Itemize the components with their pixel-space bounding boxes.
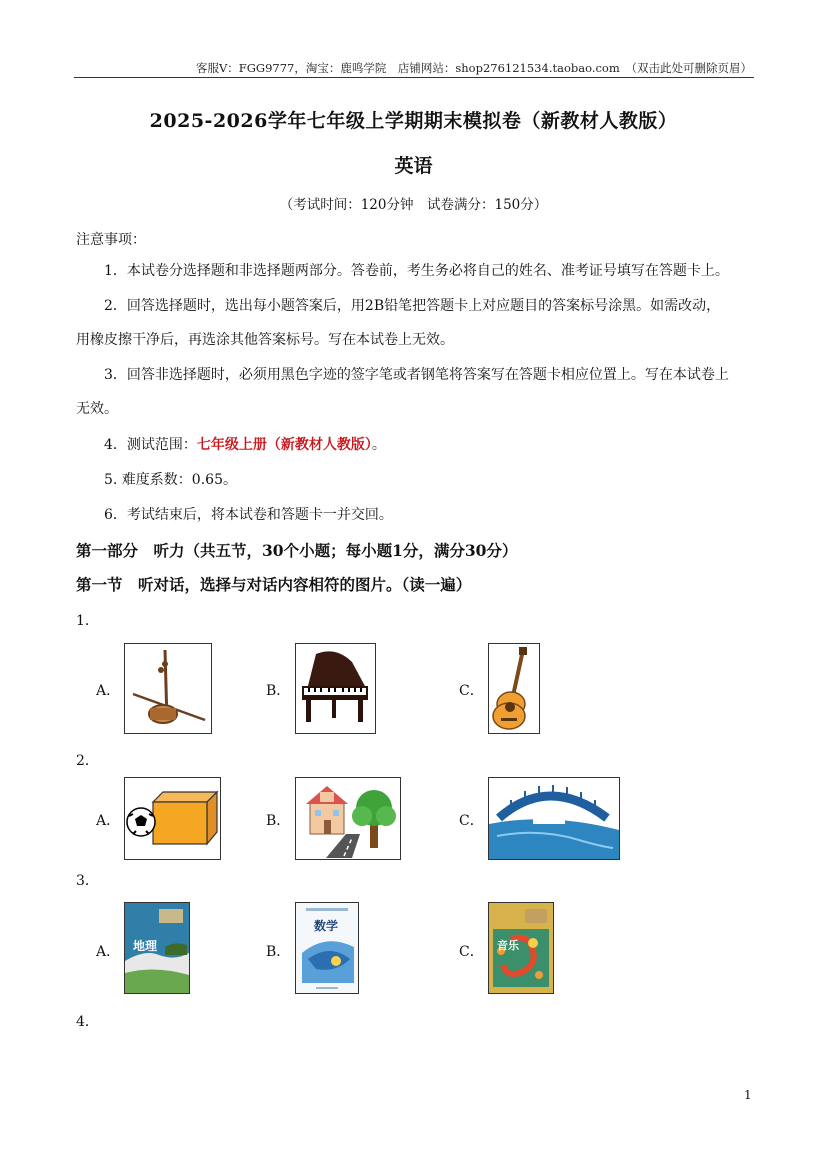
note-3-cont: 无效。 bbox=[76, 401, 118, 417]
q2-option-b-label: B． bbox=[266, 813, 291, 829]
music-book-title: 音乐 bbox=[497, 939, 519, 952]
question-3-number: 3． bbox=[76, 873, 99, 889]
page-number: 1 bbox=[744, 1088, 752, 1102]
test-scope: 七年级上册（新教材人教版） bbox=[196, 437, 372, 453]
subject-title: 英语 bbox=[394, 155, 433, 177]
q3-option-c-image[interactable] bbox=[488, 902, 554, 994]
bridge-icon bbox=[489, 778, 619, 859]
q2-option-b-image[interactable] bbox=[295, 777, 401, 860]
q1-option-a-image[interactable] bbox=[124, 643, 212, 734]
q2-option-c-label: C． bbox=[459, 813, 484, 829]
question-4-number: 4． bbox=[76, 1014, 99, 1030]
q3-option-a-image[interactable] bbox=[124, 902, 190, 994]
note-4: 4．测试范围：七年级上册（新教材人教版）。 bbox=[104, 437, 386, 453]
page-header[interactable]: 客服V：FGG9777，淘宝：鹿鸣学院 店铺网站：shop276121534.taobao.com （双击此处可删除页眉） bbox=[195, 61, 752, 75]
note-2: 2．回答选择题时，选出每小题答案后，用2B铅笔把答题卡上对应题目的答案标号涂黑。如需改动， bbox=[104, 298, 721, 314]
q1-option-b-image[interactable] bbox=[295, 643, 376, 734]
note-5: 5. 难度系数：0.65。 bbox=[104, 472, 237, 488]
exam-info: （考试时间：120分钟 试卷满分：150分） bbox=[279, 197, 548, 213]
q3-option-b-label: B． bbox=[266, 944, 291, 960]
q2-option-a-label: A． bbox=[96, 813, 121, 829]
question-2-number: 2． bbox=[76, 753, 99, 769]
header-divider bbox=[74, 77, 754, 78]
note-6: 6．考试结束后，将本试卷和答题卡一并交回。 bbox=[104, 507, 393, 523]
q3-option-b-image[interactable] bbox=[295, 902, 359, 994]
part1-heading: 第一部分 听力（共五节，30个小题；每小题1分，满分30分） bbox=[76, 541, 518, 560]
notes-title: 注意事项： bbox=[76, 232, 146, 248]
math-book-title: 数学 bbox=[314, 919, 339, 933]
q1-option-c-label: C． bbox=[459, 683, 484, 699]
piano-icon bbox=[296, 644, 375, 733]
guitar-icon bbox=[489, 644, 539, 733]
note-1: 1．本试卷分选择题和非选择题两部分。答卷前，考生务必将自己的姓名、准考证号填写在答题卡上。 bbox=[104, 263, 729, 279]
q3-option-a-label: A． bbox=[96, 944, 121, 960]
q3-option-c-label: C． bbox=[459, 944, 484, 960]
note-2-cont: 用橡皮擦干净后，再选涂其他答案标号。写在本试卷上无效。 bbox=[76, 332, 454, 348]
ball-box-icon bbox=[125, 778, 220, 859]
erhu-icon bbox=[125, 644, 211, 733]
geography-book-title: 地理 bbox=[133, 939, 158, 953]
q1-option-a-label: A． bbox=[96, 683, 121, 699]
school-road-icon bbox=[296, 778, 400, 859]
q2-option-c-image[interactable] bbox=[488, 777, 620, 860]
note-3: 3．回答非选择题时，必须用黑色字迹的签字笔或者钢笔将答案写在答题卡相应位置上。写在本试卷上 bbox=[104, 367, 729, 383]
q2-option-a-image[interactable] bbox=[124, 777, 221, 860]
q1-option-c-image[interactable] bbox=[488, 643, 540, 734]
question-1-number: 1． bbox=[76, 613, 99, 629]
q1-option-b-label: B． bbox=[266, 683, 291, 699]
exam-title: 2025-2026学年七年级上学期期末模拟卷（新教材人教版） bbox=[149, 110, 678, 132]
section1-heading: 第一节 听对话，选择与对话内容相符的图片。（读一遍） bbox=[76, 575, 472, 594]
